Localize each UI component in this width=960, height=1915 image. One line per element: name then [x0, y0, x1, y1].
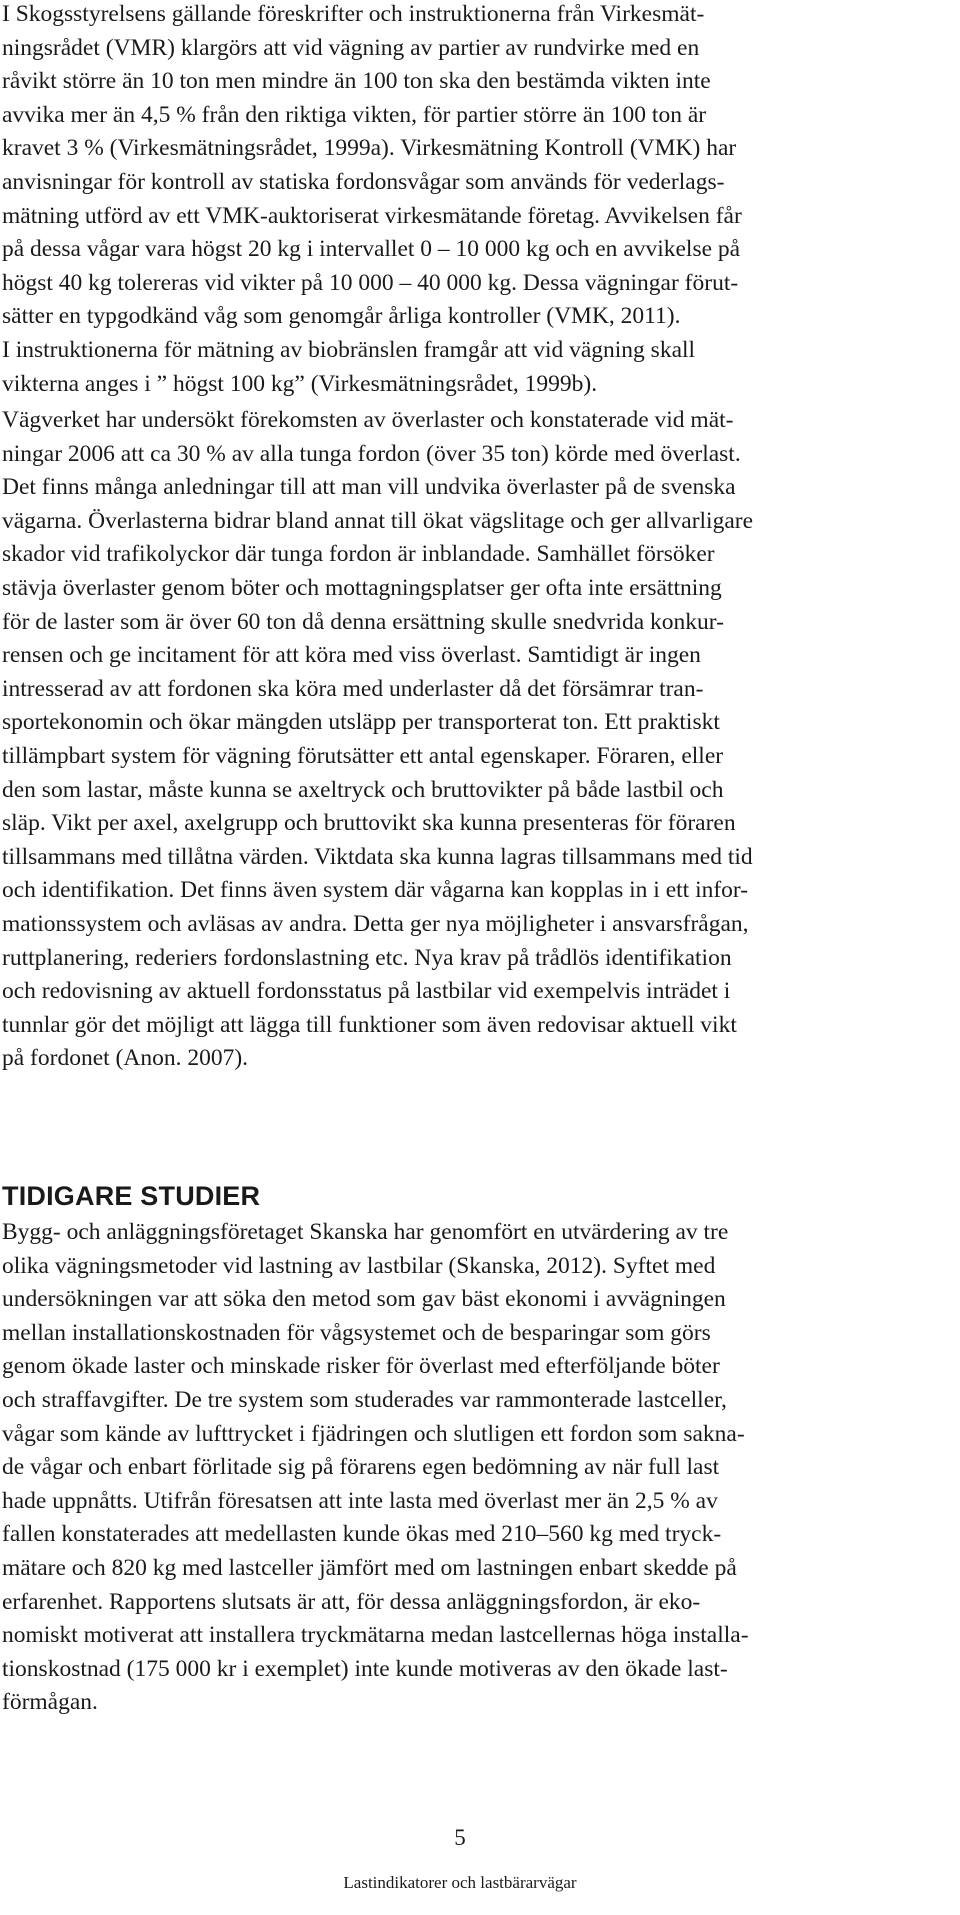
text-line: stävja överlaster genom böter och mottagningsplatser ger ofta inte ersättning — [2, 574, 722, 601]
text-line: på fordonet (Anon. 2007). — [2, 1045, 249, 1072]
text-line: avvika mer än 4,5 % från den riktiga vikten, för partier större än 100 ton är — [2, 101, 707, 128]
text-line: ningar 2006 att ca 30 % av alla tunga fordon (över 35 ton) körde med överlast. — [2, 440, 741, 467]
text-line: I Skogsstyrelsens gällande föreskrifter och instruktionerna från Virkesmät- — [2, 1, 705, 27]
paragraph-previous-studies — [2, 1216, 942, 1720]
text-line: den som lastar, måste kunna se axeltryck och bruttovikter på både lastbil och — [2, 776, 724, 803]
text-line: mationssystem och avläsas av andra. Detta ger nya möjligheter i ansvarsfrågan, — [2, 910, 749, 937]
text-line: mätning utförd av ett VMK-auktoriserat virkesmätande företag. Avvikelsen får — [2, 202, 742, 229]
text-line: mätare och 820 kg med lastceller jämfört med om lastningen enbart skedde på — [2, 1554, 737, 1581]
text-line: sportekonomin och ökar mängden utsläpp per transporterat ton. Ett praktiskt — [2, 709, 720, 736]
text-line: anvisningar för kontroll av statiska fordonsvågar som används för vederlags- — [2, 168, 725, 195]
text-line: ningsrådet (VMR) klargörs att vid vägning av partier av rundvirke med en — [2, 34, 700, 61]
text-line: fallen konstaterades att medellasten kunde ökas med 210–560 kg med tryck- — [2, 1521, 722, 1548]
text-line: mellan installationskostnaden för vågsystemet och de besparingar som görs — [2, 1319, 711, 1346]
text-line: tionskostnad (175 000 kr i exemplet) inte kunde motiveras av den ökade last- — [2, 1655, 728, 1682]
text-line: hade uppnåtts. Utifrån föresatsen att inte lasta med överlast mer än 2,5 % av — [2, 1487, 718, 1514]
text-line: skador vid trafikolyckor där tunga fordon är inblandade. Samhället försöker — [2, 541, 715, 568]
text-line: tillsammans med tillåtna värden. Viktdata ska kunna lagras tillsammans med tid — [2, 843, 753, 870]
text-line: Det finns många anledningar till att man vill undvika överlaster på de svenska — [2, 474, 736, 501]
section-heading: TIDIGARE STUDIER — [2, 1181, 261, 1211]
text-line: olika vägningsmetoder vid lastning av lastbilar (Skanska, 2012). Syftet med — [2, 1252, 716, 1279]
text-line: vågar som kände av lufttrycket i fjädringen och slutligen ett fordon som sakna- — [2, 1420, 745, 1447]
text-line: och straffavgifter. De tre system som studerades var rammonterade lastceller, — [2, 1386, 727, 1413]
text-line: ruttplanering, rederiers fordonslastning etc. Nya krav på trådlös identifikation — [2, 944, 732, 971]
text-line: vägarna. Överlasterna bidrar bland annat till ökat vägslitage och ger allvarligare — [2, 507, 754, 534]
text-line: och identifikation. Det finns även system där vågarna kan kopplas in i ett infor- — [2, 877, 749, 904]
text-line: förmågan. — [2, 1689, 98, 1716]
text-line: råvikt större än 10 ton men mindre än 100 ton ska den bestämda vikten inte — [2, 68, 711, 95]
text-line: och redovisning av aktuell fordonsstatus på lastbilar vid exempelvis inträdet i — [2, 978, 731, 1005]
text-line: tillämpbart system för vägning förutsätter ett antal egenskaper. Föraren, eller — [2, 742, 724, 769]
text-line: I instruktionerna för mätning av biobränslen framgår att vid vägning skall — [2, 336, 696, 363]
text-line: Bygg- och anläggningsföretaget Skanska har genomfört en utvärdering av tre — [2, 1219, 729, 1245]
text-line: erfarenhet. Rapportens slutsats är att, för dessa anläggningsfordon, är eko- — [2, 1588, 701, 1615]
text-line: de vågar och enbart förlitade sig på förarens egen bedömning av när full last — [2, 1454, 720, 1481]
text-line: kravet 3 % (Virkesmätningsrådet, 1999a). Virkesmätning Kontroll (VMK) har — [2, 135, 737, 162]
text-line: intresserad av att fordonen ska köra med underlaster då det försämrar tran- — [2, 675, 704, 702]
text-line: sätter en typgodkänd våg som genomgår årliga kontroller (VMK, 2011). — [2, 303, 681, 330]
text-line: Vägverket har undersökt förekomsten av överlaster och konstaterade vid mät- — [2, 407, 734, 433]
text-line: vikterna anges i ” högst 100 kg” (Virkesmätningsrådet, 1999b). — [2, 370, 598, 397]
page-number: 5 — [454, 1825, 466, 1850]
text-line: undersökningen var att söka den metod som gav bäst ekonomi i avvägningen — [2, 1286, 726, 1313]
text-line: tunnlar gör det möjligt att lägga till funktioner som även redovisar aktuell vikt — [2, 1011, 737, 1038]
text-line: rensen och ge incitament för att köra med viss överlast. Samtidigt är ingen — [2, 642, 701, 669]
text-line: högst 40 kg tolereras vid vikter på 10 000 – 40 000 kg. Dessa vägningar förut- — [2, 269, 739, 296]
paragraph-overload-study — [2, 404, 942, 1076]
text-line: genom ökade laster och minskade risker för överlast med efterföljande böter — [2, 1353, 720, 1380]
text-line: för de laster som är över 60 ton då denna ersättning skulle snedvrida konkur- — [2, 608, 724, 635]
text-line: nomiskt motiverat att installera tryckmätarna medan lastcellernas höga installa- — [2, 1622, 749, 1649]
text-line: släp. Vikt per axel, axelgrupp och bruttovikt ska kunna presenteras för föraren — [2, 810, 736, 837]
page-footer: Lastindikatorer och lastbärarvägar — [343, 1873, 577, 1892]
text-line: på dessa vågar vara högst 20 kg i intervallet 0 – 10 000 kg och en avvikelse på — [2, 236, 741, 263]
paragraph-weighing-regulations — [2, 0, 942, 401]
